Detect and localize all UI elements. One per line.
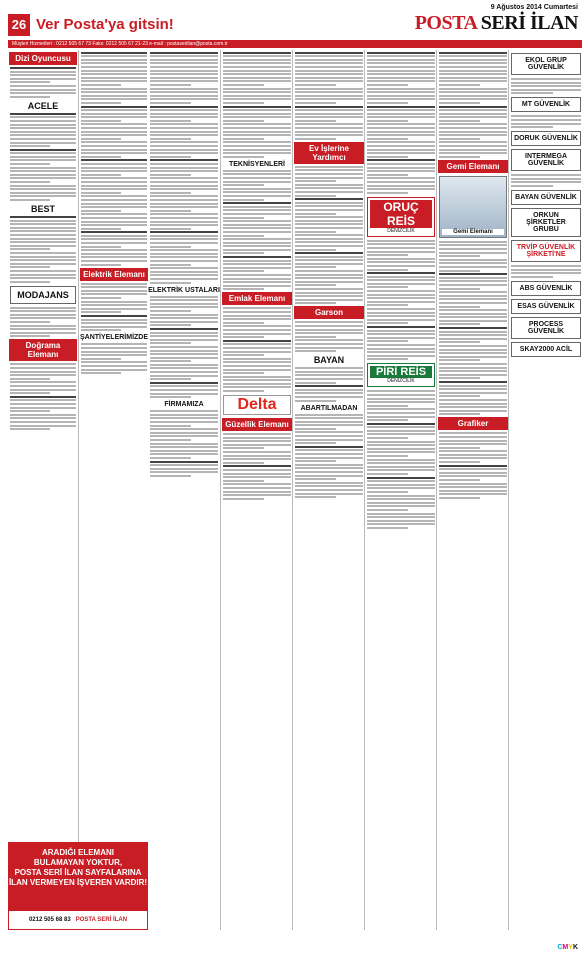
column-4	[220, 50, 293, 930]
section-gemi-elemani: Gemi Elemanı	[438, 160, 508, 173]
process-guvenlik-ad: PROCESS GÜVENLİK	[511, 317, 581, 339]
ship-ad: Gemi Elemanı	[439, 176, 507, 238]
listing-block	[293, 367, 365, 401]
listing-block	[437, 432, 509, 499]
orkun-ad: ORKUN ŞİRKETLER GRUBU	[511, 208, 581, 237]
section-elektrik-ustalari: ELEKTRİK USTALARI	[148, 286, 220, 294]
listing-block	[79, 343, 149, 374]
piri-reis-ad: PİRİ REİS DENİZCİLİK	[367, 363, 435, 387]
listing-block	[437, 241, 509, 416]
listing-block	[8, 113, 78, 201]
section-dizi-oyuncusu: Dizi Oyuncusu	[9, 52, 77, 65]
listing-block	[509, 174, 583, 187]
listing-block	[221, 307, 293, 392]
cmyk-marker: CMYK	[557, 944, 578, 951]
listing-block	[148, 296, 220, 399]
column-5	[292, 50, 365, 930]
listing-block	[8, 363, 78, 430]
modajans-ad: MODAJANS	[10, 286, 76, 304]
trvip-ad: TRVİP GÜVENLİK ŞİRKETİ'NE	[511, 240, 581, 262]
section-grafiker: Grafiker	[438, 417, 508, 430]
listing-block	[221, 170, 293, 291]
listing-block	[221, 433, 293, 500]
listing-block	[148, 52, 220, 284]
listing-block	[8, 216, 78, 283]
column-6	[364, 50, 437, 930]
doruk-guvenlik-ad: DORUK GÜVENLİK	[511, 131, 581, 146]
column-3	[148, 50, 220, 930]
listing-block	[293, 414, 365, 499]
listing-block	[437, 52, 509, 158]
column-2	[78, 50, 149, 930]
listing-block	[293, 321, 365, 352]
masthead	[8, 14, 582, 38]
column-1	[8, 50, 78, 930]
contact-bar: Müşteri Hizmetleri : 0212 505 67 73 Faks: 0212 505 67 21-23 e-mail : postaseriilan@posta.com.tr	[8, 40, 582, 48]
issue-date: 9 Ağustos 2014 Cumartesi	[490, 4, 578, 11]
oruc-reis-ad: ORUÇ REİS DENİZCİLİK	[367, 197, 435, 237]
column-7	[436, 50, 509, 930]
listing-block	[365, 52, 437, 194]
listing-block	[365, 240, 437, 361]
listing-block	[509, 115, 583, 128]
abs-guvenlik-ad: ABS GÜVENLİK	[511, 281, 581, 296]
listing-block	[8, 307, 78, 338]
listing-block	[8, 67, 78, 98]
listing-block	[509, 265, 583, 278]
listing-block	[79, 283, 149, 332]
mt-guvenlik-ad: MT GÜVENLİK	[511, 97, 581, 112]
bayan-guvenlik-ad: BAYAN GÜVENLİK	[511, 190, 581, 205]
section-ev-isleri: Ev İşlerine Yardımcı	[294, 142, 364, 164]
promo-banner-footer: 0212 505 68 83 POSTA SERİ İLAN	[8, 910, 148, 930]
listing-block	[365, 390, 437, 529]
delta-ad: Delta	[223, 395, 291, 415]
listing-block	[509, 78, 583, 94]
page-number: 26	[8, 14, 30, 36]
column-8	[508, 50, 583, 930]
section-bayan: BAYAN	[313, 355, 345, 366]
section-abartilmadan: ABARTILMADAN	[300, 404, 358, 412]
section-teknisyenleri: TEKNİSYENLERİ	[228, 160, 285, 168]
posta-seri-ilan-logo: POSTA SERİ İLAN	[414, 12, 578, 34]
skay-ad: SKAY2000 ACİL	[511, 342, 581, 357]
section-best: BEST	[30, 204, 55, 214]
listing-block	[221, 52, 293, 158]
section-santiyelerimizde: ŞANTİYELERİMİZDE	[79, 334, 149, 342]
slogan: Ver Posta'ya gitsin!	[36, 16, 174, 33]
section-elektrik-elemani: Elektrik Elemanı	[80, 268, 148, 281]
section-garson: Garson	[294, 306, 364, 319]
section-acele: ACELE	[27, 100, 59, 111]
section-firmamiza: FİRMAMIZA	[164, 401, 204, 409]
section-dograma: Doğrama Elemanı	[9, 339, 77, 361]
classifieds-page	[8, 50, 582, 930]
intermega-guvenlik-ad: INTERMEGA GÜVENLİK	[511, 149, 581, 171]
promo-banner: ARADIĞI ELEMANI BULAMAYAN YOKTUR, POSTA SERİ İLAN SAYFALARINA İLAN VERMEYEN İŞVEREN VARDIR!	[8, 842, 148, 910]
esas-guvenlik-ad: ESAS GÜVENLİK	[511, 299, 581, 314]
section-emlak-elemani: Emlak Elemanı	[222, 292, 292, 305]
listing-block	[79, 52, 149, 266]
listing-block	[293, 52, 365, 140]
listing-block	[293, 166, 365, 305]
listing-block	[148, 410, 220, 477]
ekol-guvenlik-ad: EKOL GRUP GÜVENLİK	[511, 53, 581, 75]
section-guzellik-elemani: Güzellik Elemanı	[222, 418, 292, 431]
